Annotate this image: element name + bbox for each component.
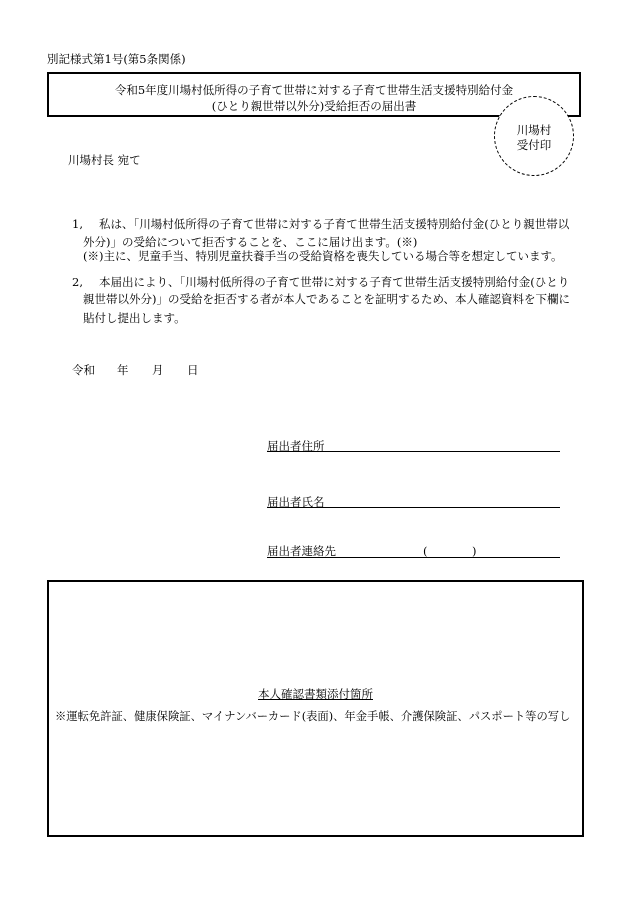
form-number: 別記様式第1号(第5条関係) xyxy=(47,52,186,66)
item-2-number: 2, xyxy=(72,275,83,289)
addressee: 川場村長 宛て xyxy=(68,153,141,167)
item-1-line-2: 外分)」の受給について拒否することを、ここに届け出ます。(※) xyxy=(83,235,418,249)
id-box-title-text: 本人確認書類添付箇所 xyxy=(258,687,373,701)
contact-label: 届出者連絡先 xyxy=(267,544,336,558)
date-month-label: 月 xyxy=(152,363,164,377)
date-era: 令和 xyxy=(72,363,95,377)
contact-field[interactable] xyxy=(267,557,560,558)
title-line-2: (ひとり親世帯以外分)受給拒否の届出書 xyxy=(211,99,417,113)
id-document-attachment-box xyxy=(47,580,584,837)
date-day-label: 日 xyxy=(187,363,199,377)
address-label: 届出者住所 xyxy=(267,439,325,453)
stamp-text-village: 川場村 xyxy=(516,123,552,137)
item-1-note: (※)主に、児童手当、特別児童扶養手当の受給資格を喪失している場合等を想定しています。 xyxy=(83,249,563,263)
id-box-note: ※運転免許証、健康保険証、マイナンバーカード(表面)、年金手帳、介護保険証、パスポート等の写し xyxy=(55,710,571,723)
stamp-text-reception: 受付印 xyxy=(516,138,552,152)
title-box xyxy=(47,72,581,117)
reception-stamp-circle xyxy=(494,96,574,176)
contact-paren-open: ( xyxy=(423,544,428,558)
item-1-number: 1, xyxy=(72,217,83,231)
item-2-line-1: 本届出により、「川場村低所得の子育て世帯に対する子育て世帯生活支援特別給付金(ひとり xyxy=(99,275,570,289)
date-year-label: 年 xyxy=(117,363,129,377)
id-box-title xyxy=(49,687,582,701)
item-1-line-1: 私は、「川場村低所得の子育て世帯に対する子育て世帯生活支援特別給付金(ひとり親世帯以 xyxy=(99,217,570,231)
item-2-line-3: 貼付し提出します。 xyxy=(83,311,186,325)
item-2-line-2: 親世帯以外分)」の受給を拒否する者が本人であることを証明するため、本人確認資料を下欄に xyxy=(83,292,571,306)
title-line-1: 令和5年度川場村低所得の子育て世帯に対する子育て世帯生活支援特別給付金 xyxy=(114,83,514,97)
name-label: 届出者氏名 xyxy=(267,495,325,509)
contact-paren-close: ) xyxy=(472,544,477,558)
name-field[interactable] xyxy=(267,507,560,508)
address-field[interactable] xyxy=(267,451,560,452)
